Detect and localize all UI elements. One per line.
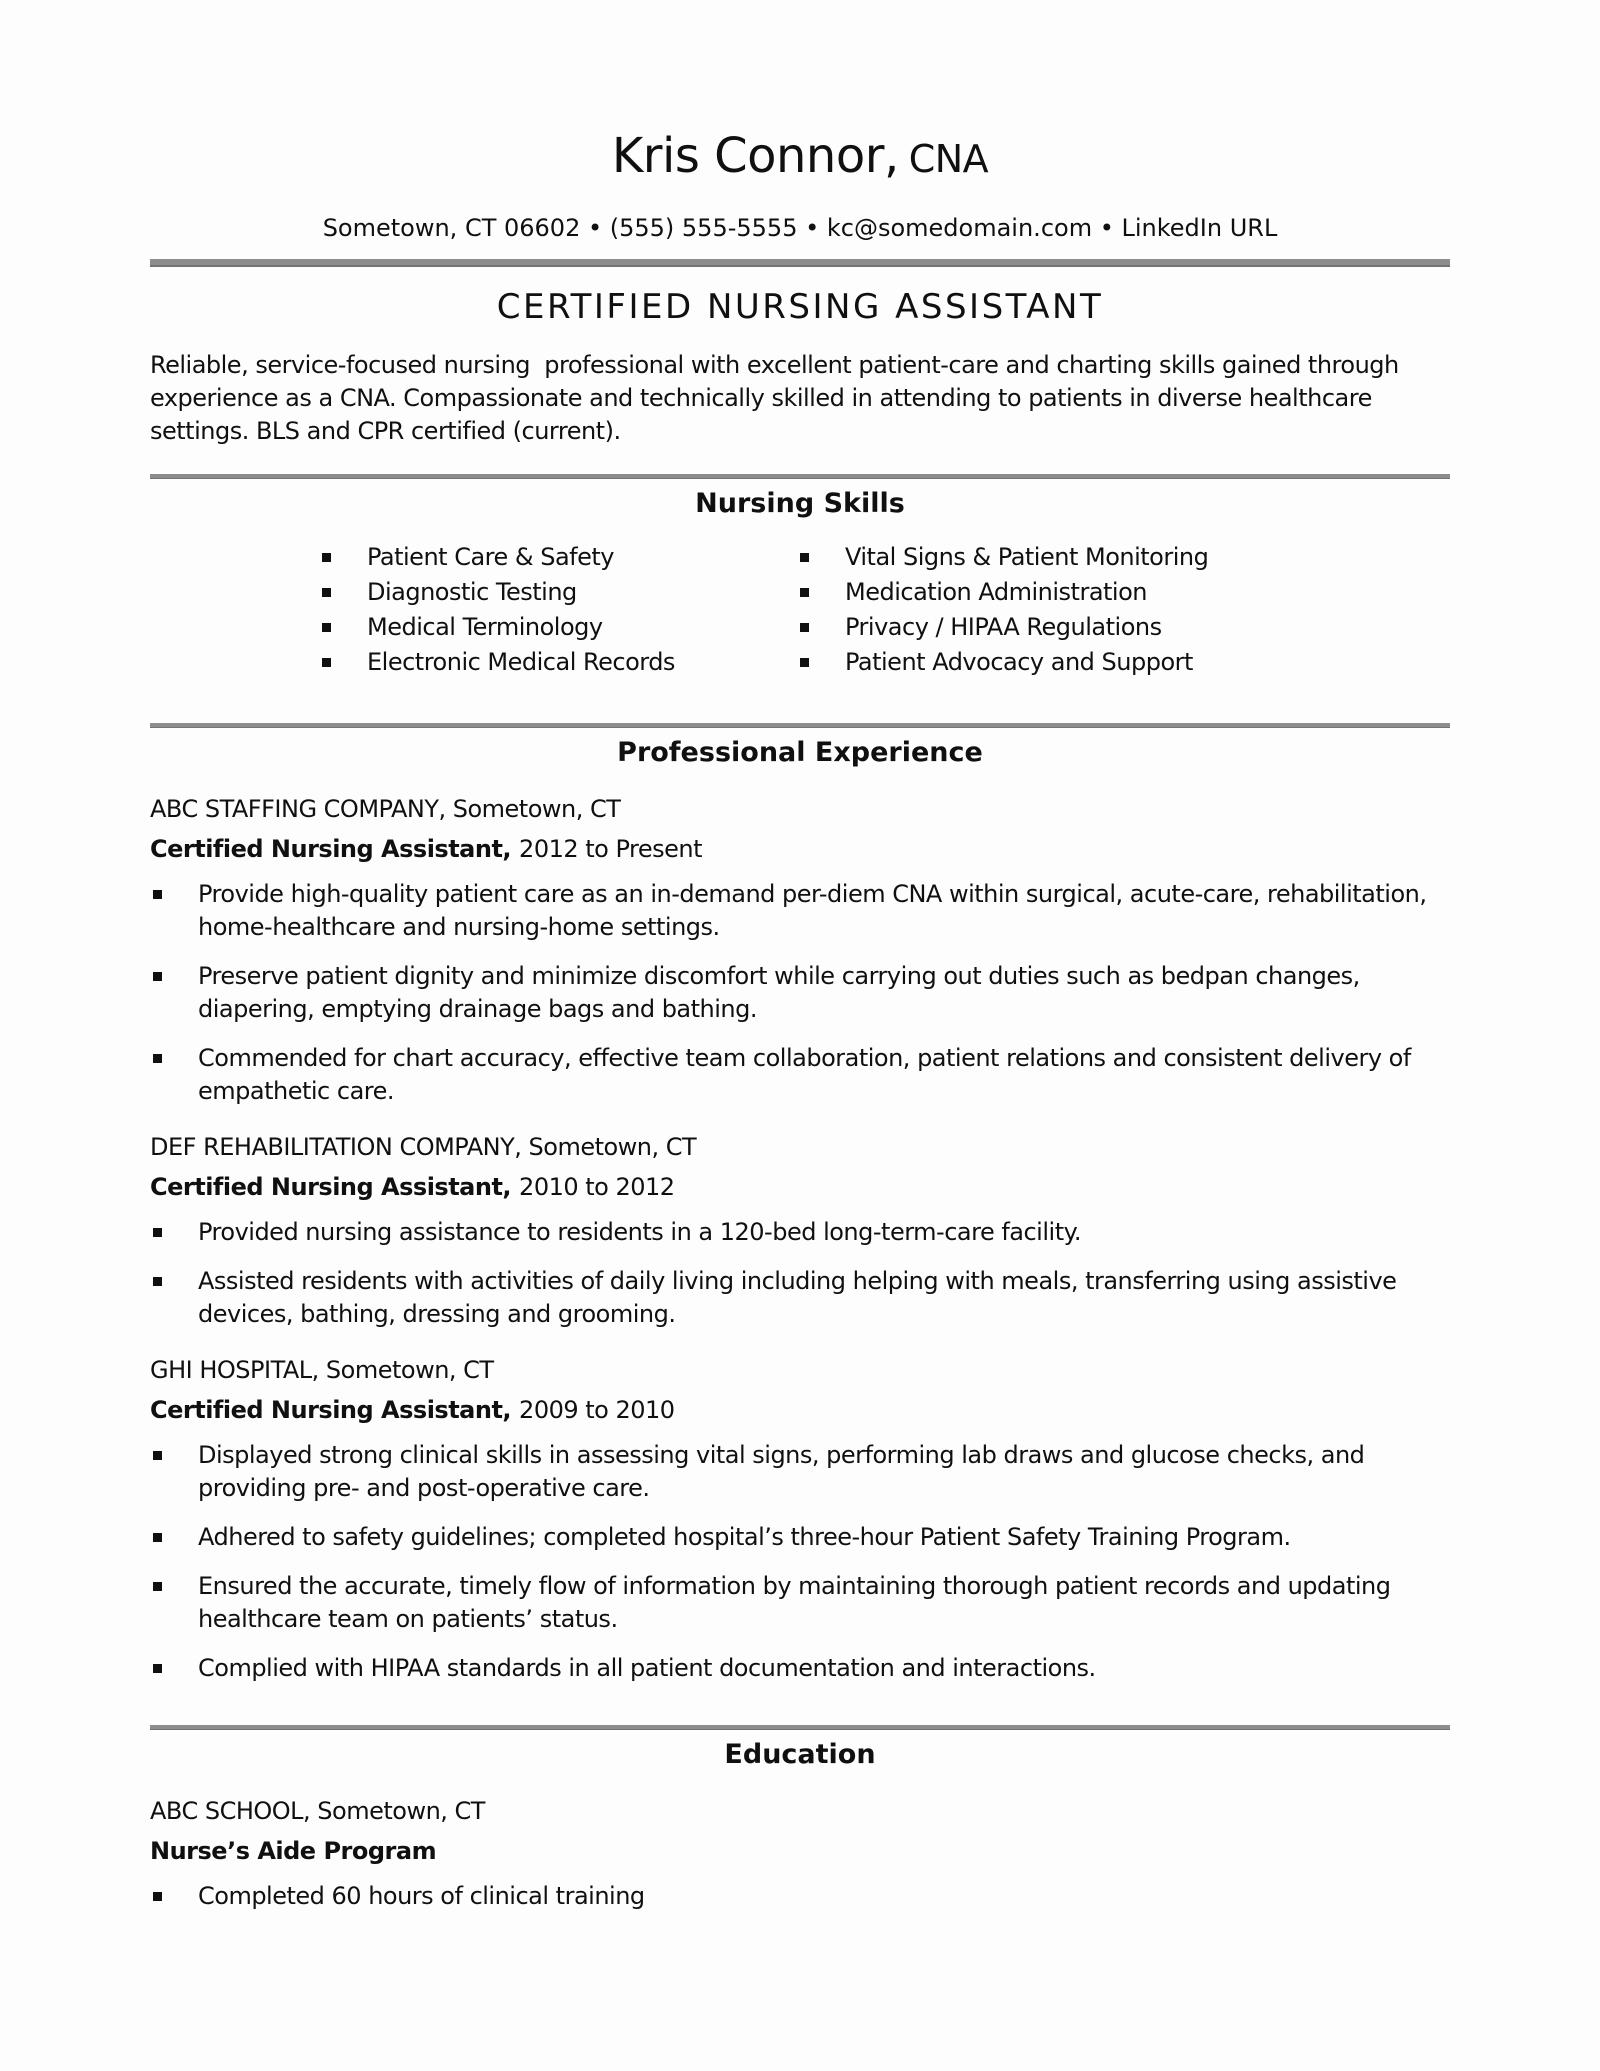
skill-item [800,543,1278,571]
bullet-text: Preserve patient dignity and minimize discomfort while carrying out duties such as bedpan changes, diapering, emptying drainage bags and bathing. [198,962,1360,1023]
education-bullet [150,1880,1450,1913]
job [150,1355,1450,1685]
square-bullet-icon [153,972,162,981]
square-bullet-icon [153,1533,162,1542]
bullet-text: Adhered to safety guidelines; completed hospital’s three-hour Patient Safety Training Program. [198,1523,1291,1551]
skill-item [322,578,800,606]
job-bullet-list [150,1439,1450,1685]
job [150,794,1450,1108]
skill-item [322,648,800,676]
bullet-text: Complied with HIPAA standards in all patient documentation and interactions. [198,1654,1096,1682]
square-bullet-icon [153,1054,162,1063]
bullet-text: Ensured the accurate, timely flow of information by maintaining thorough patient records and updating healthcare team on patients’ status. [198,1572,1391,1633]
candidate-name: Kris Connor, [611,128,899,184]
divider [150,259,1450,267]
bullet-text: Provide high-quality patient care as an in-demand per-diem CNA within surgical, acute-care, rehabilitation, home-healthcare and nursing-home settings. [198,880,1427,941]
bullet-text: Assisted residents with activities of daily living including helping with meals, transferring using assistive devices, bathing, dressing and grooming. [198,1267,1397,1328]
skill-item [322,613,800,641]
square-bullet-icon [153,1277,162,1286]
experience-bullet [150,1042,1450,1108]
job-dates: 2010 to 2012 [519,1173,675,1201]
section-heading-skills: Nursing Skills [695,488,905,519]
job-dates: 2009 to 2010 [519,1396,675,1424]
skills-column-left [322,543,800,683]
resume-title: CERTIFIED NURSING ASSISTANT [496,287,1104,327]
resume-header [150,128,1450,243]
bullet-text: Provided nursing assistance to residents in a 120-bed long-term-care facility. [198,1218,1082,1246]
job [150,1132,1450,1331]
bullet-text: Completed 60 hours of clinical training [198,1882,645,1910]
program-name: Nurse’s Aide Program [150,1837,437,1865]
education-bullet-list [150,1880,1450,1913]
square-bullet-icon [322,588,331,597]
skill-label: Diagnostic Testing [367,578,577,606]
square-bullet-icon [153,1451,162,1460]
skill-label: Medical Terminology [367,613,603,641]
square-bullet-icon [153,1582,162,1591]
skill-label: Patient Care & Safety [367,543,615,571]
experience-bullet [150,1652,1450,1685]
skills-section [150,487,1450,683]
job-bullet-list [150,878,1450,1108]
summary-paragraph: Reliable, service-focused nursing professional with excellent patient-care and charting skills gained through experience as a CNA. Compassionate and technically skilled in attending to patients in diverse healthcare settings. BLS and CPR certified (current). [150,351,1406,445]
job-title: Certified Nursing Assistant, [150,1173,512,1201]
contact-line: Sometown, CT 06602 • (555) 555-5555 • kc@somedomain.com • LinkedIn URL [322,214,1278,242]
bullet-text: Displayed strong clinical skills in assessing vital signs, performing lab draws and glucose checks, and providing pre- and post-operative care. [198,1441,1365,1502]
skill-label: Patient Advocacy and Support [845,648,1193,676]
experience-bullet [150,1570,1450,1636]
company-line: ABC STAFFING COMPANY, Sometown, CT [150,795,621,823]
divider [150,474,1450,479]
square-bullet-icon [800,588,809,597]
experience-bullet [150,960,1450,1026]
square-bullet-icon [800,553,809,562]
experience-bullet [150,1521,1450,1554]
skills-column-right [800,543,1278,683]
skill-item [800,613,1278,641]
square-bullet-icon [322,623,331,632]
square-bullet-icon [153,1892,162,1901]
job-title: Certified Nursing Assistant, [150,835,512,863]
square-bullet-icon [153,890,162,899]
education-section [150,1738,1450,1913]
skill-label: Medication Administration [845,578,1147,606]
square-bullet-icon [322,658,331,667]
divider [150,723,1450,728]
job-title-line [150,834,1450,864]
job-title-line [150,1395,1450,1425]
section-heading-education: Education [724,1739,876,1770]
company-line: DEF REHABILITATION COMPANY, Sometown, CT [150,1133,697,1161]
school-line: ABC SCHOOL, Sometown, CT [150,1797,485,1825]
square-bullet-icon [322,553,331,562]
square-bullet-icon [153,1228,162,1237]
company-line: GHI HOSPITAL, Sometown, CT [150,1356,494,1384]
skills-grid [150,543,1450,683]
section-heading-experience: Professional Experience [617,737,983,768]
job-title-line [150,1172,1450,1202]
candidate-credential: CNA [908,137,989,181]
job-dates: 2012 to Present [519,835,703,863]
program-line [150,1836,1450,1866]
skill-label: Vital Signs & Patient Monitoring [845,543,1209,571]
skill-label: Privacy / HIPAA Regulations [845,613,1162,641]
divider [150,1725,1450,1730]
skill-item [322,543,800,571]
experience-section [150,736,1450,1685]
bullet-text: Commended for chart accuracy, effective team collaboration, patient relations and consistent delivery of empathetic care. [198,1044,1411,1105]
skill-item [800,648,1278,676]
square-bullet-icon [800,658,809,667]
square-bullet-icon [153,1664,162,1673]
experience-bullet [150,878,1450,944]
candidate-name-line [150,128,1450,187]
experience-bullet [150,1439,1450,1505]
skill-label: Electronic Medical Records [367,648,675,676]
job-title: Certified Nursing Assistant, [150,1396,512,1424]
job-bullet-list [150,1216,1450,1331]
square-bullet-icon [800,623,809,632]
skill-item [800,578,1278,606]
experience-bullet [150,1265,1450,1331]
experience-bullet [150,1216,1450,1249]
